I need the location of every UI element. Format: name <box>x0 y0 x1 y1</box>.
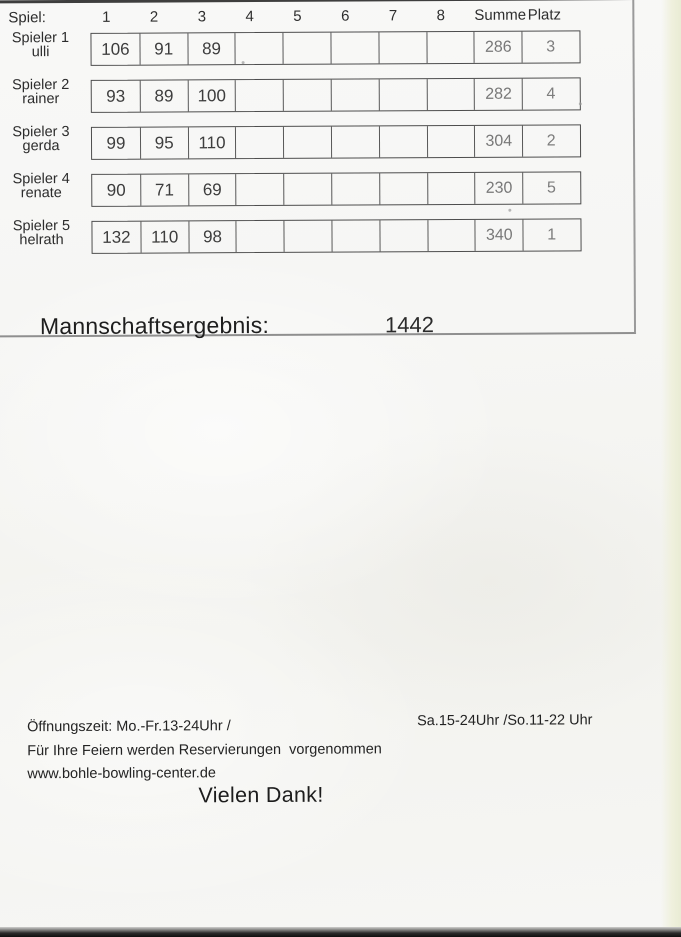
player-name: Spieler 4 <box>12 170 70 188</box>
team-result-label: Mannschaftsergebnis: <box>39 311 270 340</box>
player-label <box>1 78 81 106</box>
player-row <box>1 171 637 207</box>
website-url: www.bohle-bowling-center.de <box>27 765 216 783</box>
summe-cell: 286 <box>474 32 522 63</box>
platz-cell: 5 <box>522 172 579 203</box>
score-cell: 110 <box>188 127 236 158</box>
score-row <box>91 218 581 254</box>
score-cell <box>330 32 378 63</box>
player-name: Spieler 3 <box>12 123 70 141</box>
score-cell <box>427 126 475 157</box>
score-cell <box>378 79 426 110</box>
player-nickname: gerda <box>22 138 60 155</box>
score-cell <box>284 221 332 252</box>
game-column-header: 5 <box>293 7 302 25</box>
platz-cell: 1 <box>523 219 580 250</box>
player-row <box>0 30 636 66</box>
player-row <box>1 77 637 113</box>
score-row <box>91 171 581 207</box>
player-nickname: ulli <box>31 44 50 61</box>
score-cell <box>379 126 427 157</box>
score-cell: 95 <box>140 127 188 158</box>
opening-hours-weekday: Öffnungszeit: Mo.-Fr.13-24Uhr / <box>27 718 231 736</box>
scan-right-edge <box>661 0 681 937</box>
score-cell <box>379 173 427 204</box>
platz-cell: 4 <box>522 78 579 109</box>
score-cell <box>236 221 284 252</box>
player-name: Spieler 5 <box>12 217 71 235</box>
score-cell: 110 <box>140 221 188 252</box>
platz-cell: 2 <box>522 125 579 156</box>
score-cell: 106 <box>101 39 130 59</box>
summe-cell: 282 <box>474 79 522 110</box>
player-label <box>1 172 81 200</box>
game-column-header: 1 <box>102 8 111 26</box>
player-row <box>1 218 637 254</box>
player-name: Spieler 2 <box>12 77 70 94</box>
scan-speck <box>579 102 582 105</box>
game-column-header: 4 <box>245 8 254 26</box>
summe-header: Summe <box>474 6 527 24</box>
score-cell <box>378 32 426 63</box>
score-table <box>0 0 638 338</box>
player-nickname: helrath <box>19 232 64 249</box>
summe-cell: 340 <box>475 220 523 251</box>
platz-cell: 3 <box>522 31 579 62</box>
game-column-header: 3 <box>197 8 207 26</box>
scan-bottom-edge <box>0 927 681 937</box>
score-cell <box>235 33 283 64</box>
scan-speck <box>242 61 245 64</box>
score-row <box>91 77 581 113</box>
player-label <box>0 31 80 59</box>
score-cell <box>283 127 331 158</box>
score-cell <box>235 127 283 158</box>
score-cell <box>331 220 379 251</box>
score-cell: 91 <box>139 33 187 64</box>
score-cell <box>331 79 379 110</box>
score-cell <box>283 80 331 111</box>
score-cell: 98 <box>188 221 236 252</box>
score-cell <box>283 33 331 64</box>
thanks-message: Vielen Dank! <box>198 782 324 808</box>
score-cell: 69 <box>188 174 236 205</box>
game-column-header: 7 <box>388 7 398 25</box>
score-cell: 71 <box>140 174 188 205</box>
summe-cell: 230 <box>475 173 523 204</box>
score-cell: 132 <box>102 227 131 247</box>
game-column-header: 2 <box>149 8 159 26</box>
player-nickname: renate <box>20 185 62 202</box>
score-cell: 89 <box>139 80 187 111</box>
spiel-label: Spiel: <box>8 9 46 27</box>
reservation-note: Für Ihre Feiern werden Reservierungen vorgenommen <box>27 741 382 760</box>
player-label <box>1 219 81 247</box>
score-cell: 90 <box>106 180 126 200</box>
opening-hours-weekend: Sa.15-24Uhr /So.11-22 Uhr <box>417 712 593 730</box>
team-result-value: 1442 <box>384 312 434 338</box>
score-cell: 93 <box>106 86 126 106</box>
score-cell <box>236 174 284 205</box>
score-cell <box>426 79 474 110</box>
score-table-box <box>0 0 636 340</box>
player-label <box>1 125 81 153</box>
score-cell <box>427 173 475 204</box>
player-nickname: rainer <box>22 91 60 108</box>
scan-speck <box>508 209 511 212</box>
score-cell: 89 <box>187 33 235 64</box>
score-cell <box>283 174 331 205</box>
score-cell <box>426 32 474 63</box>
score-cell <box>427 220 475 251</box>
summe-cell: 304 <box>474 126 522 157</box>
header-row <box>82 7 464 26</box>
score-cell <box>379 220 427 251</box>
score-row <box>90 30 580 66</box>
player-name: Spieler 1 <box>11 30 70 47</box>
score-cell <box>331 126 379 157</box>
score-row <box>91 124 581 160</box>
player-row <box>1 124 637 160</box>
platz-header: Platz <box>527 6 562 24</box>
score-cell: 99 <box>106 133 126 153</box>
score-cell: 100 <box>187 80 235 111</box>
game-column-header: 6 <box>341 7 350 25</box>
score-cell <box>331 173 379 204</box>
game-column-header: 8 <box>436 7 446 25</box>
score-cell <box>235 80 283 111</box>
